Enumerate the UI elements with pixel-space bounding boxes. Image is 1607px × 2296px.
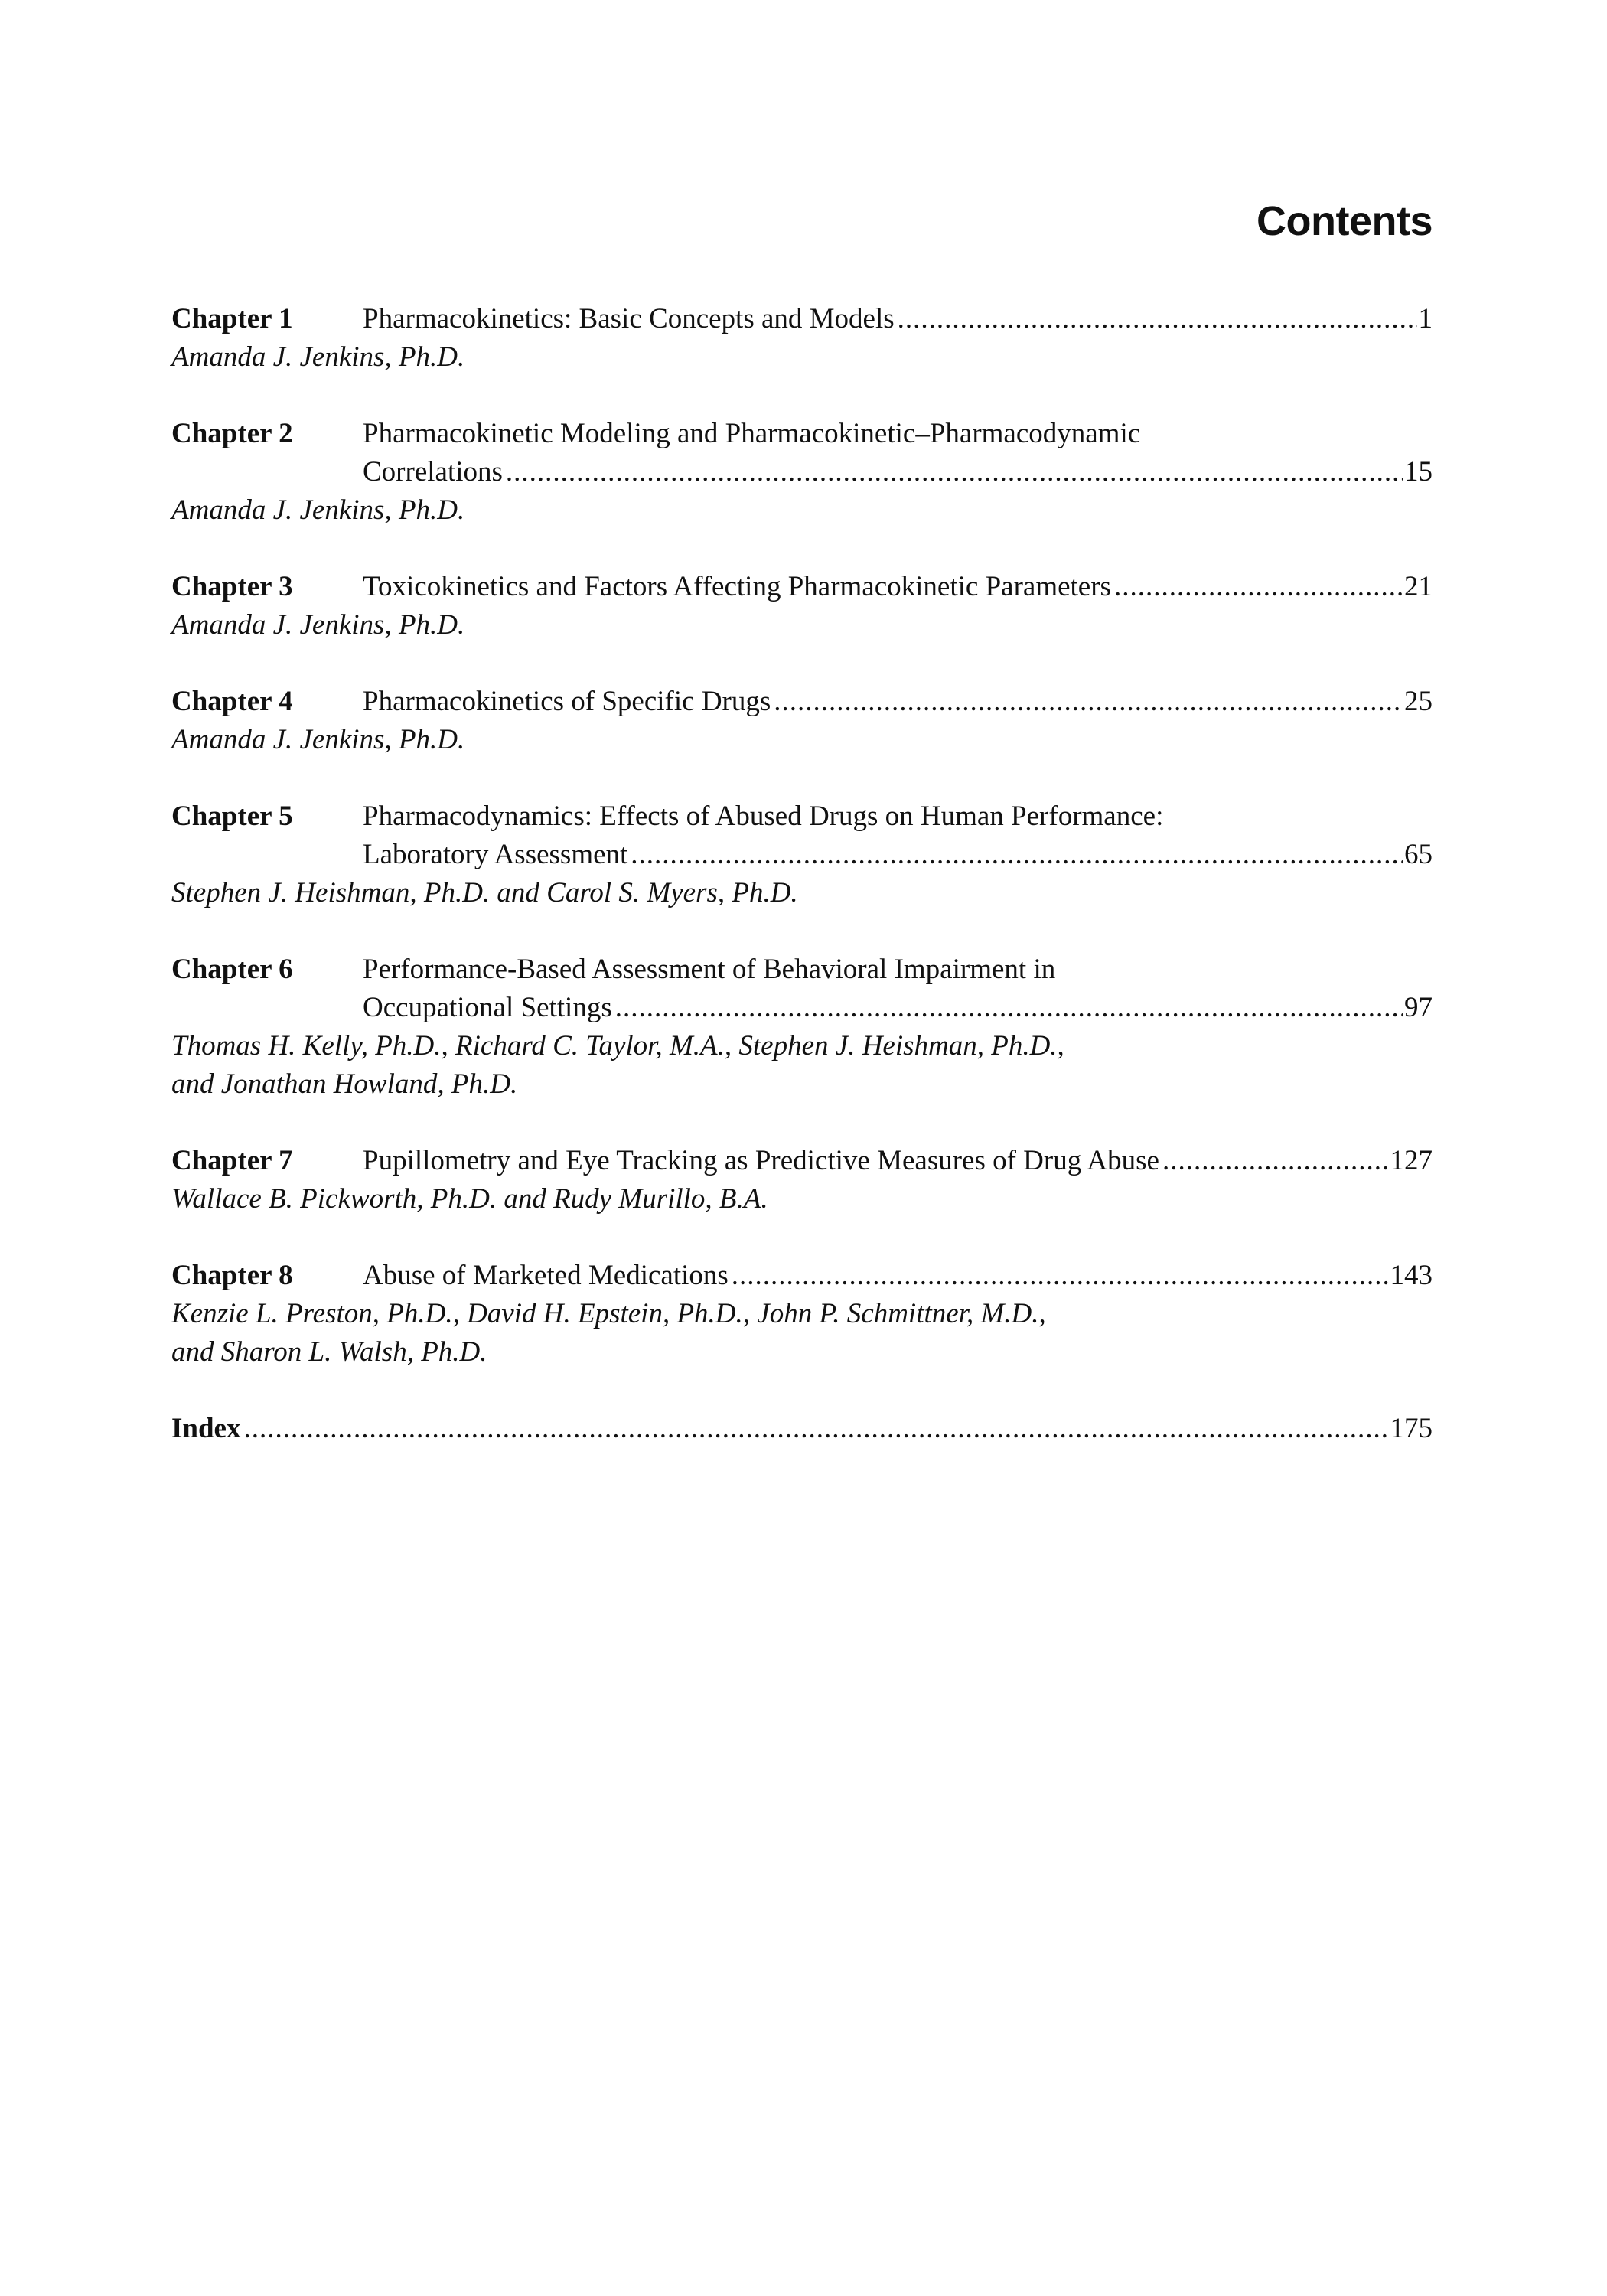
chapter-author: and Jonathan Howland, Ph.D. — [171, 1068, 518, 1100]
chapter-title — [363, 300, 1433, 338]
page-number: 175 — [1390, 1413, 1433, 1444]
page-number: 143 — [1390, 1260, 1433, 1291]
chapter-heading-row — [171, 797, 1433, 874]
chapter-heading-row — [171, 951, 1433, 1027]
chapter-title — [363, 683, 1433, 721]
dot-leader — [506, 453, 1403, 491]
dot-leader — [631, 836, 1403, 874]
index-label: Index — [171, 1413, 241, 1444]
chapter-author: Amanda J. Jenkins, Ph.D. — [171, 609, 465, 641]
page-number: 21 — [1404, 571, 1433, 602]
chapter-title-text: Pharmacokinetics: Basic Concepts and Models — [363, 303, 895, 334]
chapter-author: Stephen J. Heishman, Ph.D. and Carol S. Myers, Ph.D. — [171, 877, 798, 908]
dot-leader — [774, 683, 1403, 721]
toc-entry-chapter-8[interactable] — [171, 1257, 1433, 1371]
chapter-heading-row — [171, 568, 1433, 606]
toc-entry-chapter-2[interactable] — [171, 415, 1433, 530]
chapter-author: Thomas H. Kelly, Ph.D., Richard C. Taylor, M.A., Stephen J. Heishman, Ph.D., — [171, 1030, 1064, 1062]
toc-entry-chapter-1[interactable] — [171, 300, 1433, 377]
chapter-title-line — [363, 989, 1433, 1027]
chapter-title-line — [363, 453, 1433, 491]
page-number: 1 — [1418, 303, 1433, 334]
chapter-heading-row — [171, 683, 1433, 721]
page-title: Contents — [1257, 198, 1433, 244]
chapter-author: Amanda J. Jenkins, Ph.D. — [171, 341, 465, 373]
page-number: 65 — [1404, 839, 1433, 870]
toc-entry-index[interactable] — [171, 1410, 1433, 1448]
chapter-title-line — [363, 1142, 1433, 1180]
dot-leader — [1114, 568, 1403, 606]
chapter-title-line — [363, 797, 1433, 836]
chapter-title-line — [363, 300, 1433, 338]
dot-leader — [732, 1257, 1389, 1295]
chapter-author: Amanda J. Jenkins, Ph.D. — [171, 724, 465, 755]
chapter-title-line — [363, 951, 1433, 989]
chapter-heading-row — [171, 300, 1433, 338]
toc-entry-chapter-5[interactable] — [171, 797, 1433, 912]
chapter-author: Kenzie L. Preston, Ph.D., David H. Epstein, Ph.D., John P. Schmittner, M.D., — [171, 1298, 1046, 1329]
chapter-author: and Sharon L. Walsh, Ph.D. — [171, 1336, 487, 1368]
page-number: 97 — [1404, 992, 1433, 1023]
toc-entry-chapter-3[interactable] — [171, 568, 1433, 644]
chapter-author: Wallace B. Pickworth, Ph.D. and Rudy Murillo, B.A. — [171, 1183, 768, 1215]
chapter-title-text: Toxicokinetics and Factors Affecting Pharmacokinetic Parameters — [363, 571, 1111, 602]
page-number: 25 — [1404, 686, 1433, 717]
page-number: 127 — [1390, 1145, 1433, 1176]
chapter-title — [363, 951, 1433, 1027]
chapter-title-line — [363, 683, 1433, 721]
dot-leader — [1162, 1142, 1389, 1180]
chapter-label: Chapter 5 — [171, 801, 293, 832]
dot-leader — [898, 300, 1417, 338]
dot-leader — [615, 989, 1403, 1027]
chapter-title-text: Pharmacokinetics of Specific Drugs — [363, 686, 771, 717]
chapter-title — [363, 1257, 1433, 1295]
dot-leader — [243, 1410, 1388, 1448]
toc-entry-chapter-6[interactable] — [171, 951, 1433, 1104]
chapter-title-text: Pharmacokinetic Modeling and Pharmacokinetic–Pharmacodynamic — [363, 418, 1141, 449]
chapter-author: Amanda J. Jenkins, Ph.D. — [171, 494, 465, 526]
toc-entry-chapter-4[interactable] — [171, 683, 1433, 759]
page-number: 15 — [1404, 456, 1433, 488]
contents-page — [171, 0, 1433, 2296]
chapter-label: Chapter 7 — [171, 1145, 293, 1176]
chapter-heading-row — [171, 415, 1433, 491]
chapter-title-text: Abuse of Marketed Medications — [363, 1260, 729, 1291]
toc-entry-chapter-7[interactable] — [171, 1142, 1433, 1218]
chapter-label: Chapter 1 — [171, 303, 293, 334]
chapter-title-text: Pharmacodynamics: Effects of Abused Drugs on Human Performance: — [363, 801, 1164, 832]
chapter-title — [363, 568, 1433, 606]
chapter-label: Chapter 6 — [171, 954, 293, 985]
chapter-title-text: Occupational Settings — [363, 992, 612, 1023]
chapter-title — [363, 415, 1433, 491]
table-of-contents — [171, 300, 1433, 1486]
chapter-title — [363, 1142, 1433, 1180]
chapter-title-text: Performance-Based Assessment of Behavioral Impairment in — [363, 954, 1056, 985]
chapter-title-text: Laboratory Assessment — [363, 839, 628, 870]
chapter-label: Chapter 2 — [171, 418, 293, 449]
chapter-title-line — [363, 836, 1433, 874]
chapter-title-line — [363, 415, 1433, 453]
chapter-label: Chapter 3 — [171, 571, 293, 602]
chapter-title-line — [363, 568, 1433, 606]
chapter-label: Chapter 4 — [171, 686, 293, 717]
chapter-title-text: Correlations — [363, 456, 503, 488]
chapter-heading-row — [171, 1142, 1433, 1180]
chapter-title-text: Pupillometry and Eye Tracking as Predictive Measures of Drug Abuse — [363, 1145, 1159, 1176]
chapter-heading-row — [171, 1257, 1433, 1295]
chapter-title — [363, 797, 1433, 874]
chapter-title-line — [363, 1257, 1433, 1295]
chapter-label: Chapter 8 — [171, 1260, 293, 1291]
